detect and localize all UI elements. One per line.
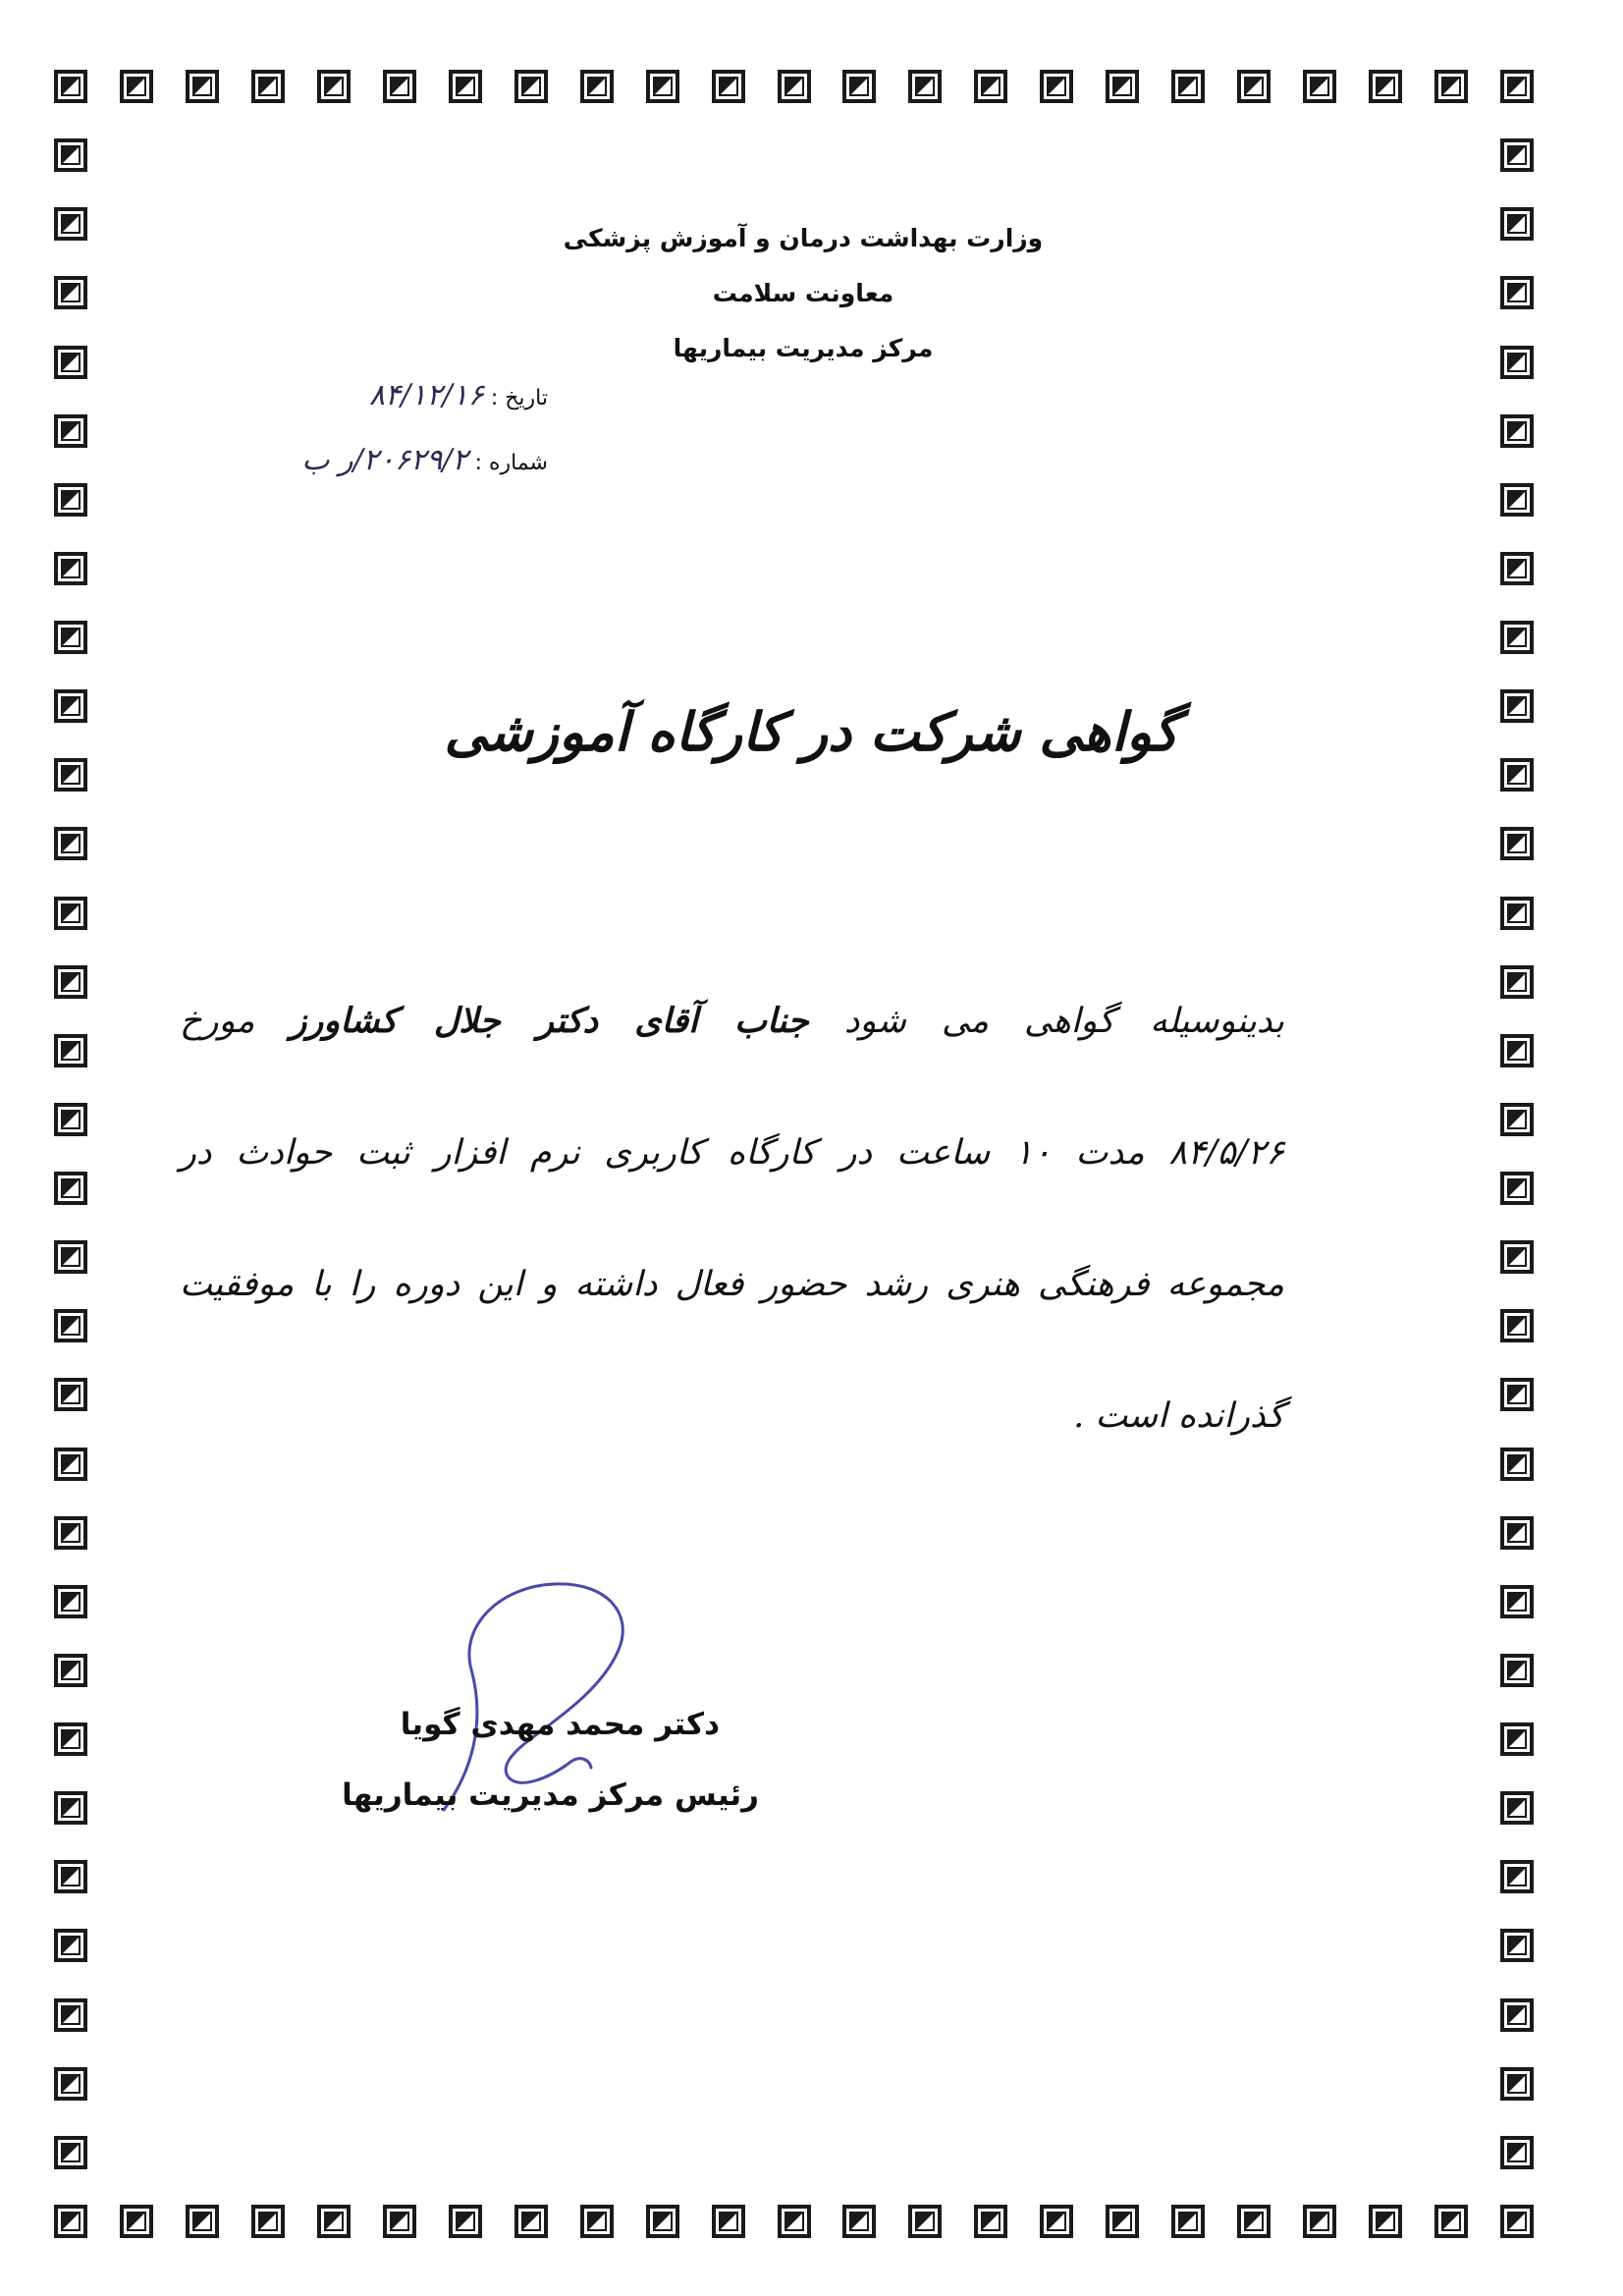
border-tile: [1500, 70, 1534, 103]
border-tile: [54, 1309, 87, 1342]
tile-inner-frame: [981, 2212, 1001, 2231]
signatory-block: [209, 1689, 759, 1831]
tile-inner-frame: [127, 2212, 146, 2231]
border-tile: [1500, 1791, 1534, 1825]
number-label: شماره :: [474, 451, 548, 475]
border-tile: [54, 689, 87, 723]
border-tile: [54, 2136, 87, 2169]
tile-inner-frame: [61, 628, 81, 647]
border-tile: [1106, 70, 1139, 103]
number-row: [194, 428, 548, 493]
tile-inner-frame: [1507, 1936, 1527, 1955]
tile-inner-frame: [1507, 1178, 1527, 1198]
tile-inner-frame: [61, 834, 81, 853]
border-tile: [449, 70, 482, 103]
border-tile: [514, 2205, 548, 2238]
tile-inner-frame: [1244, 77, 1264, 96]
tile-inner-frame: [1507, 1798, 1527, 1818]
tile-inner-frame: [61, 1178, 81, 1198]
border-tile: [1500, 1240, 1534, 1274]
tile-inner-frame: [1441, 77, 1461, 96]
ministry-name: وزارت بهداشت درمان و آموزش پزشکی: [563, 224, 1044, 252]
tile-inner-frame: [1441, 2212, 1461, 2231]
tile-inner-frame: [258, 2212, 278, 2231]
tile-inner-frame: [1507, 1592, 1527, 1612]
tile-inner-frame: [849, 2212, 869, 2231]
border-tile: [54, 483, 87, 517]
date-row: [194, 363, 548, 428]
tile-inner-frame: [324, 2212, 344, 2231]
tile-inner-frame: [192, 77, 212, 96]
border-tile: [54, 1172, 87, 1205]
tile-inner-frame: [61, 145, 81, 165]
border-tile: [1040, 70, 1073, 103]
tile-inner-frame: [61, 765, 81, 785]
border-tile: [1500, 1998, 1534, 2032]
tile-inner-frame: [1178, 2212, 1198, 2231]
border-tile: [1500, 346, 1534, 379]
border-tile: [54, 827, 87, 860]
border-tile: [1500, 1378, 1534, 1411]
number-value: ۲۰۶۲۹/۲/ر ب: [301, 443, 468, 477]
border-tile: [1500, 1516, 1534, 1550]
border-tile: [54, 621, 87, 654]
border-tile: [54, 1240, 87, 1274]
tile-inner-frame: [1507, 353, 1527, 372]
deputy-name: معاونت سلامت: [712, 279, 894, 307]
tile-inner-frame: [61, 903, 81, 923]
border-tile: [1500, 2067, 1534, 2101]
border-tile: [1500, 207, 1534, 241]
tile-inner-frame: [1507, 490, 1527, 510]
border-tile: [908, 2205, 942, 2238]
border-tile: [1500, 827, 1534, 860]
border-tile: [1237, 70, 1271, 103]
tile-inner-frame: [1310, 2212, 1329, 2231]
border-tile: [317, 2205, 351, 2238]
border-tile: [54, 1103, 87, 1136]
border-tile: [1500, 414, 1534, 448]
border-tile: [317, 70, 351, 103]
tile-inner-frame: [390, 2212, 409, 2231]
tile-inner-frame: [61, 490, 81, 510]
tile-inner-frame: [1507, 1385, 1527, 1404]
border-tile: [383, 70, 416, 103]
body-line-2: ۸۴/۵/۲۶ مدت ۱۰ ساعت در کارگاه کاربری نرم افزار ثبت حوادث در: [180, 1133, 1284, 1173]
center-name: مرکز مدیریت بیماریها: [673, 334, 934, 362]
reference-block: [194, 363, 548, 493]
tile-inner-frame: [1507, 2212, 1527, 2231]
tile-inner-frame: [61, 353, 81, 372]
tile-inner-frame: [61, 1729, 81, 1749]
tile-inner-frame: [784, 77, 804, 96]
tile-inner-frame: [587, 77, 607, 96]
border-tile: [54, 138, 87, 172]
border-tile: [1369, 2205, 1402, 2238]
tile-inner-frame: [61, 1316, 81, 1336]
tile-inner-frame: [981, 77, 1001, 96]
certificate-body: [180, 982, 1284, 1508]
border-tile: [1500, 689, 1534, 723]
tile-inner-frame: [1507, 2074, 1527, 2094]
tile-inner-frame: [1112, 2212, 1132, 2231]
tile-inner-frame: [1310, 77, 1329, 96]
border-tile: [54, 207, 87, 241]
border-tile: [54, 965, 87, 999]
border-tile: [1500, 621, 1534, 654]
border-tile: [712, 2205, 745, 2238]
border-tile: [1500, 1309, 1534, 1342]
tile-inner-frame: [61, 421, 81, 441]
border-tile: [1500, 483, 1534, 517]
border-tile: [580, 2205, 614, 2238]
border-tile: [1106, 2205, 1139, 2238]
border-tile: [1500, 1448, 1534, 1481]
tile-inner-frame: [1376, 2212, 1395, 2231]
border-tile: [1171, 70, 1205, 103]
border-tile: [1303, 2205, 1336, 2238]
border-tile: [54, 1585, 87, 1618]
border-tile: [1500, 138, 1534, 172]
tile-inner-frame: [1507, 628, 1527, 647]
border-tile: [54, 346, 87, 379]
tile-inner-frame: [1507, 1247, 1527, 1267]
border-tile: [120, 70, 153, 103]
tile-inner-frame: [61, 1454, 81, 1474]
border-tile: [1500, 2136, 1534, 2169]
tile-inner-frame: [61, 1247, 81, 1267]
border-tile: [908, 70, 942, 103]
tile-inner-frame: [1507, 283, 1527, 302]
tile-inner-frame: [192, 2212, 212, 2231]
body-line-4: گذرانده است .: [1073, 1396, 1284, 1436]
border-tile: [54, 1378, 87, 1411]
border-tile: [54, 70, 87, 103]
border-tile: [1303, 70, 1336, 103]
tile-inner-frame: [1112, 77, 1132, 96]
border-tile: [842, 2205, 876, 2238]
border-tile: [1040, 2205, 1073, 2238]
border-tile: [186, 2205, 219, 2238]
tile-inner-frame: [1507, 2005, 1527, 2025]
body-line-1: [180, 982, 1284, 1114]
tile-inner-frame: [1244, 2212, 1264, 2231]
tile-inner-frame: [61, 1867, 81, 1886]
border-tile: [54, 1516, 87, 1550]
tile-inner-frame: [719, 77, 738, 96]
tile-inner-frame: [456, 2212, 475, 2231]
tile-inner-frame: [258, 77, 278, 96]
tile-inner-frame: [521, 77, 541, 96]
tile-inner-frame: [1507, 765, 1527, 785]
tile-inner-frame: [61, 559, 81, 578]
border-tile: [54, 758, 87, 792]
border-tile: [646, 2205, 679, 2238]
tile-inner-frame: [915, 77, 935, 96]
tile-inner-frame: [1507, 2143, 1527, 2162]
tile-inner-frame: [324, 77, 344, 96]
border-tile: [54, 552, 87, 585]
border-tile: [1500, 1654, 1534, 1687]
tile-inner-frame: [1507, 1454, 1527, 1474]
tile-inner-frame: [1507, 1729, 1527, 1749]
tile-inner-frame: [61, 214, 81, 234]
tile-inner-frame: [61, 1936, 81, 1955]
border-tile: [186, 70, 219, 103]
border-tile: [1500, 276, 1534, 309]
border-tile: [842, 70, 876, 103]
tile-inner-frame: [653, 77, 673, 96]
tile-inner-frame: [61, 1523, 81, 1543]
border-tile: [1500, 2205, 1534, 2238]
border-tile: [54, 1791, 87, 1825]
tile-inner-frame: [1507, 1661, 1527, 1680]
tile-inner-frame: [1507, 214, 1527, 234]
tile-inner-frame: [1047, 2212, 1066, 2231]
border-tile: [1434, 70, 1468, 103]
date-label: تاریخ :: [490, 386, 548, 410]
border-tile: [54, 1929, 87, 1962]
tile-inner-frame: [1507, 1041, 1527, 1061]
border-tile: [54, 2205, 87, 2238]
tile-inner-frame: [1507, 834, 1527, 853]
tile-inner-frame: [61, 1798, 81, 1818]
tile-inner-frame: [61, 1110, 81, 1129]
tile-inner-frame: [1507, 1523, 1527, 1543]
tile-inner-frame: [915, 2212, 935, 2231]
border-tile: [54, 1448, 87, 1481]
tile-inner-frame: [1376, 77, 1395, 96]
border-tile: [383, 2205, 416, 2238]
tile-inner-frame: [587, 2212, 607, 2231]
tile-inner-frame: [127, 77, 146, 96]
border-tile: [712, 70, 745, 103]
tile-inner-frame: [61, 283, 81, 302]
tile-inner-frame: [61, 2005, 81, 2025]
border-tile: [778, 70, 811, 103]
border-tile: [54, 897, 87, 930]
tile-inner-frame: [1507, 559, 1527, 578]
tile-inner-frame: [784, 2212, 804, 2231]
tile-inner-frame: [521, 2212, 541, 2231]
border-tile: [580, 70, 614, 103]
tile-inner-frame: [61, 1592, 81, 1612]
tile-inner-frame: [61, 1661, 81, 1680]
border-tile: [1500, 758, 1534, 792]
tile-inner-frame: [849, 77, 869, 96]
border-tile: [54, 1860, 87, 1893]
tile-inner-frame: [1507, 1316, 1527, 1336]
tile-inner-frame: [390, 77, 409, 96]
border-tile: [1369, 70, 1402, 103]
body-line-1-post: مورخ: [180, 1002, 255, 1041]
tile-inner-frame: [61, 972, 81, 992]
border-tile: [974, 2205, 1007, 2238]
border-tile: [1500, 1034, 1534, 1067]
tile-inner-frame: [61, 1385, 81, 1404]
tile-inner-frame: [1507, 903, 1527, 923]
border-tile: [251, 70, 285, 103]
tile-inner-frame: [61, 2143, 81, 2162]
border-tile: [54, 1034, 87, 1067]
tile-inner-frame: [1507, 972, 1527, 992]
border-tile: [54, 2067, 87, 2101]
letterhead: [548, 211, 1058, 376]
border-tile: [1500, 1860, 1534, 1893]
border-tile: [54, 1998, 87, 2032]
border-tile: [1500, 1722, 1534, 1756]
tile-inner-frame: [61, 696, 81, 716]
tile-inner-frame: [61, 2074, 81, 2094]
tile-inner-frame: [719, 2212, 738, 2231]
tile-inner-frame: [653, 2212, 673, 2231]
tile-inner-frame: [1178, 77, 1198, 96]
border-tile: [54, 276, 87, 309]
border-tile: [120, 2205, 153, 2238]
border-tile: [1500, 897, 1534, 930]
border-tile: [54, 414, 87, 448]
tile-inner-frame: [61, 2212, 81, 2231]
tile-inner-frame: [1507, 77, 1527, 96]
date-value: ۸۴/۱۲/۱۶: [368, 378, 484, 412]
tile-inner-frame: [1507, 1867, 1527, 1886]
tile-inner-frame: [1047, 77, 1066, 96]
certificate-title: گواهی شرکت در کارگاه آموزشی: [444, 700, 1179, 763]
border-tile: [1500, 552, 1534, 585]
border-tile: [778, 2205, 811, 2238]
tile-inner-frame: [1507, 421, 1527, 441]
border-tile: [449, 2205, 482, 2238]
border-tile: [54, 1722, 87, 1756]
border-tile: [1500, 965, 1534, 999]
border-tile: [1500, 1103, 1534, 1136]
recipient-name: جناب آقای دکتر جلال کشاورز: [290, 1001, 809, 1041]
border-tile: [1500, 1172, 1534, 1205]
border-tile: [1171, 2205, 1205, 2238]
tile-inner-frame: [456, 77, 475, 96]
signatory-position: رئیس مرکز مدیریت بیماریها: [342, 1777, 759, 1813]
tile-inner-frame: [1507, 696, 1527, 716]
tile-inner-frame: [1507, 1110, 1527, 1129]
body-line-3: مجموعه فرهنگی هنری رشد حضور فعال داشته و این دوره را با موفقیت: [180, 1265, 1284, 1304]
border-tile: [974, 70, 1007, 103]
tile-inner-frame: [61, 77, 81, 96]
border-tile: [251, 2205, 285, 2238]
border-tile: [1434, 2205, 1468, 2238]
border-tile: [514, 70, 548, 103]
tile-inner-frame: [61, 1041, 81, 1061]
tile-inner-frame: [1507, 145, 1527, 165]
border-tile: [1237, 2205, 1271, 2238]
signatory-name: دکتر محمد مهدی گویا: [400, 1707, 720, 1742]
border-tile: [1500, 1585, 1534, 1618]
border-tile: [54, 1654, 87, 1687]
border-tile: [1500, 1929, 1534, 1962]
border-tile: [646, 70, 679, 103]
body-line-1-pre: بدینوسیله گواهی می شود: [843, 1002, 1284, 1041]
